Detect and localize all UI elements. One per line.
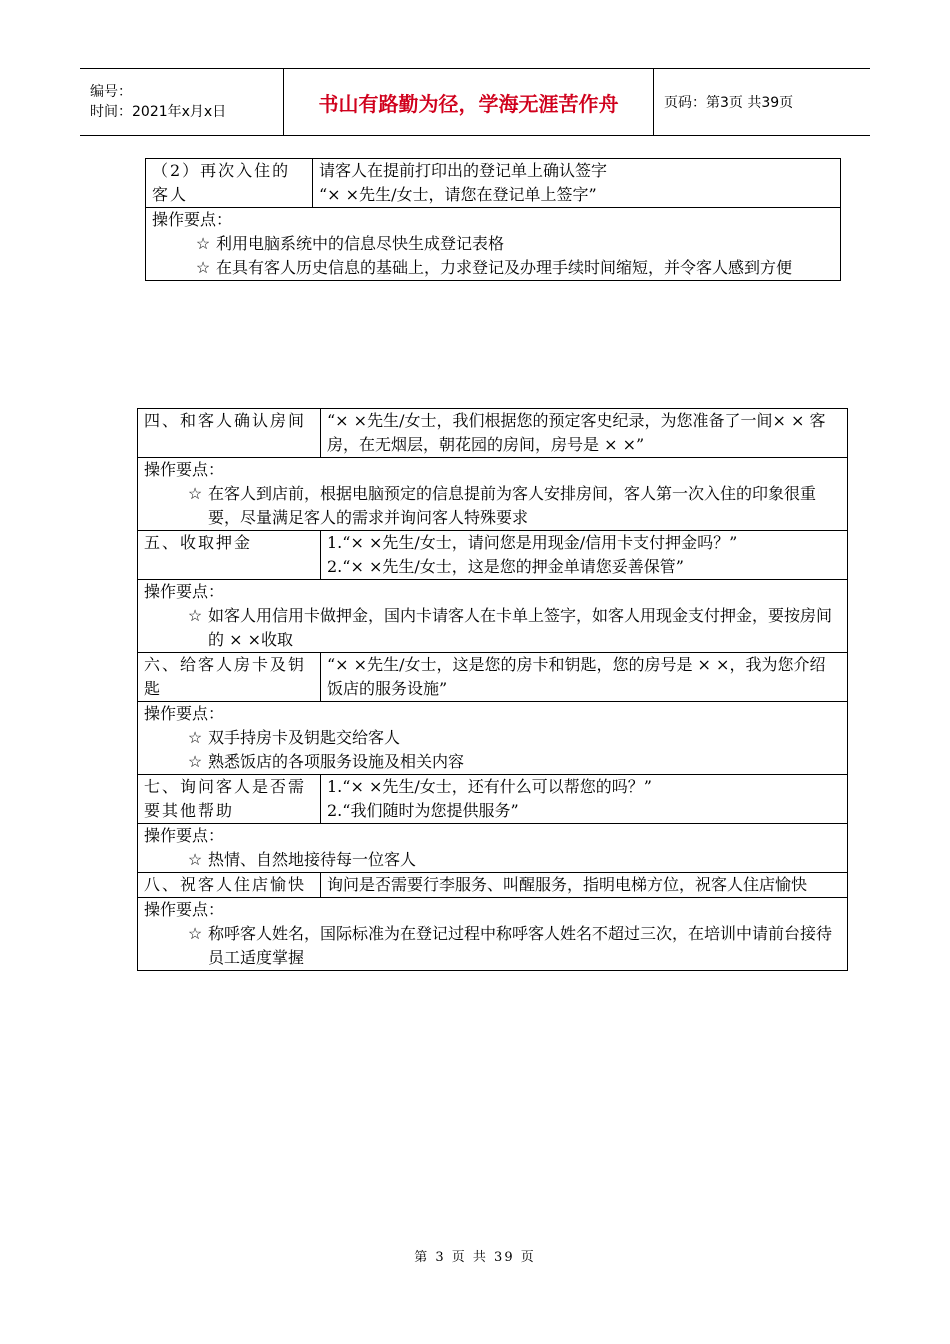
document-number: 编号： [90, 84, 132, 100]
list-item: ☆ 双手持房卡及钥匙交给客人 [144, 726, 841, 750]
operation-points [138, 458, 848, 531]
star-outline-icon: ☆ [187, 606, 203, 625]
header-meta [80, 69, 284, 135]
table-row [138, 898, 848, 971]
table-row [138, 702, 848, 775]
content-line: 请客人在提前打印出的登记单上确认签字 [319, 161, 608, 180]
table-row [138, 653, 848, 702]
table-row [138, 409, 848, 458]
content-line: 2.“我们随时为您提供服务” [327, 801, 519, 820]
star-outline-icon: ☆ [187, 752, 203, 771]
table-row [138, 531, 848, 580]
step-label: 五、收取押金 [138, 531, 321, 580]
star-outline-icon: ☆ [187, 850, 203, 869]
list-item: ☆ 熟悉饭店的各项服务设施及相关内容 [144, 750, 841, 774]
step-content [313, 159, 841, 208]
star-outline-icon: ☆ [187, 924, 203, 943]
step-label: 七、询问客人是否需要其他帮助 [138, 775, 321, 824]
operation-points [138, 898, 848, 971]
table-row [138, 873, 848, 898]
star-outline-icon: ☆ [195, 258, 211, 277]
points-title: 操作要点： [152, 210, 233, 229]
step-content: 询问是否需要行李服务、叫醒服务，指明电梯方位，祝客人住店愉快 [321, 873, 848, 898]
step-content: “× ×先生/女士，这是您的房卡和钥匙，您的房号是 × ×，我为您介绍饭店的服务设施” [321, 653, 848, 702]
step-label: （2）再次入住的客人 [146, 159, 313, 208]
table-row [146, 159, 841, 208]
star-outline-icon: ☆ [195, 234, 211, 253]
points-title: 操作要点： [144, 582, 225, 601]
table-row [138, 775, 848, 824]
operation-points [138, 702, 848, 775]
content-line: 1.“× ×先生/女士，请问您是用现金/信用卡支付押金吗？” [327, 533, 738, 552]
content-line: 2.“× ×先生/女士，这是您的押金单请您妥善保管” [327, 557, 684, 576]
list-item: ☆ 在具有客人历史信息的基础上，力求登记及办理手续时间缩短，并令客人感到方便 [152, 256, 834, 280]
table-row [138, 458, 848, 531]
star-outline-icon: ☆ [187, 728, 203, 747]
operation-points [138, 824, 848, 873]
table-row [146, 208, 841, 281]
operation-points [138, 580, 848, 653]
header-motto: 书山有路勤为径，学海无涯苦作舟 [284, 69, 654, 135]
list-item: ☆ 利用电脑系统中的信息尽快生成登记表格 [152, 232, 834, 256]
operation-points [146, 208, 841, 281]
star-outline-icon: ☆ [187, 484, 203, 503]
list-item: ☆ 热情、自然地接待每一位客人 [144, 848, 841, 872]
list-item: ☆ 如客人用信用卡做押金，国内卡请客人在卡单上签字，如客人用现金支付押金，要按房间的 × ×收取 [144, 604, 841, 652]
table-checkin-steps [137, 408, 848, 971]
points-title: 操作要点： [144, 826, 225, 845]
points-title: 操作要点： [144, 704, 225, 723]
table-row [138, 580, 848, 653]
step-label: 六、给客人房卡及钥匙 [138, 653, 321, 702]
step-content [321, 531, 848, 580]
list-item: ☆ 称呼客人姓名，国际标准为在登记过程中称呼客人姓名不超过三次，在培训中请前台接待员工适度掌握 [144, 922, 841, 970]
content-line: 1.“× ×先生/女士，还有什么可以帮您的吗？” [327, 777, 652, 796]
points-title: 操作要点： [144, 900, 225, 919]
step-label: 八、祝客人住店愉快 [138, 873, 321, 898]
step-label: 四、和客人确认房间 [138, 409, 321, 458]
table-returning-guest [145, 158, 841, 281]
points-title: 操作要点： [144, 460, 225, 479]
page-footer: 第 3 页 共 39 页 [414, 1250, 536, 1265]
document-time: 时间：2021年x月x日 [90, 104, 227, 120]
header-page-info: 页码：第3页 共39页 [664, 95, 794, 111]
step-content [321, 775, 848, 824]
step-content: “× ×先生/女士，我们根据您的预定客史纪录，为您准备了一间× × 客房，在无烟层，朝花园的房间，房号是 × ×” [321, 409, 848, 458]
table-row [138, 824, 848, 873]
content-line: “× ×先生/女士，请您在登记单上签字” [319, 185, 597, 204]
page-header [80, 68, 870, 136]
list-item: ☆ 在客人到店前，根据电脑预定的信息提前为客人安排房间，客人第一次入住的印象很重要，尽量满足客人的需求并询问客人特殊要求 [144, 482, 841, 530]
